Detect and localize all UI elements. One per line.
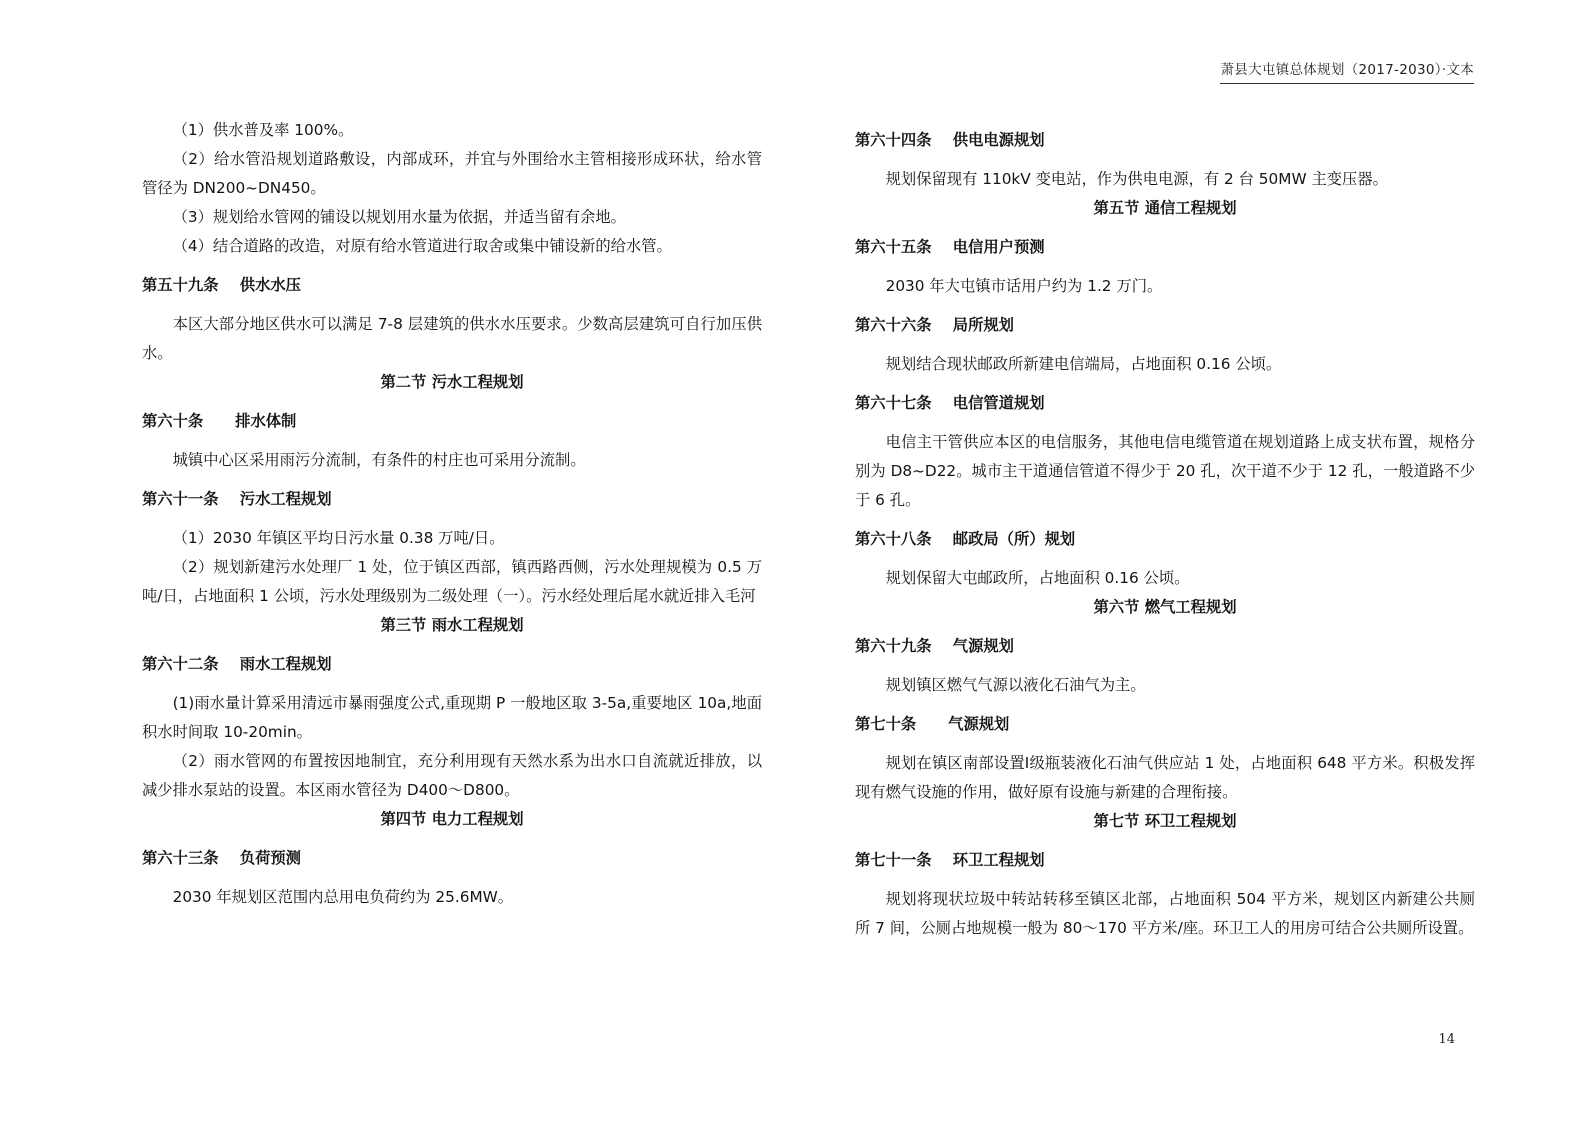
article-heading: 第七十条 气源规划 — [855, 715, 1010, 733]
paragraph: 规划保留大屯邮政所，占地面积 0.16 公顷。 — [885, 569, 1190, 587]
paragraph: (1)雨水量计算采用清远市暴雨强度公式,重现期 P 一般地区取 3-5a,重要地区 10a,地面积水时间取 10-20min。 — [142, 694, 762, 741]
paragraph: 规划将现状垃圾中转站转移至镇区北部，占地面积 504 平方米，规划区内新建公共厕所 7 间，公厕占地规模一般为 80～170 平方米/座。环卫工人的用房可结合公共厕所设置。 — [855, 890, 1475, 937]
right-column — [855, 116, 1475, 943]
paragraph: （4）结合道路的改造，对原有给水管道进行取舍或集中铺设新的给水管。 — [172, 237, 672, 255]
paragraph: 2030 年规划区范围内总用电负荷约为 25.6MW。 — [172, 888, 514, 906]
paragraph: （1）供水普及率 100%。 — [172, 121, 354, 139]
section-heading: 第六节 燃气工程规划 — [1093, 598, 1237, 616]
article-heading: 第六十七条 电信管道规划 — [855, 394, 1045, 412]
paragraph: 2030 年大屯镇市话用户约为 1.2 万门。 — [885, 277, 1163, 295]
page-header: 萧县大屯镇总体规划（2017-2030）·文本 — [1220, 58, 1474, 84]
article-heading: 第六十一条 污水工程规划 — [142, 490, 332, 508]
paragraph: （2）给水管沿规划道路敷设，内部成环，并宜与外围给水主管相接形成环状，给水管管径为 DN200~DN450。 — [142, 150, 762, 197]
page-number: 14 — [1438, 1032, 1455, 1047]
paragraph: 规划结合现状邮政所新建电信端局，占地面积 0.16 公顷。 — [885, 355, 1282, 373]
article-heading: 第六十条 排水体制 — [142, 412, 297, 430]
paragraph: 规划保留现有 110kV 变电站，作为供电电源，有 2 台 50MW 主变压器。 — [885, 170, 1388, 188]
paragraph: （2）规划新建污水处理厂 1 处，位于镇区西部，镇西路西侧，污水处理规模为 0.5 万吨/日，占地面积 1 公顷，污水处理级别为二级处理（一）。污水经处理后尾水就近排入毛河 — [142, 558, 762, 605]
article-heading: 第六十六条 局所规划 — [855, 316, 1014, 334]
section-heading: 第七节 环卫工程规划 — [1093, 812, 1237, 830]
article-heading: 第六十三条 负荷预测 — [142, 849, 301, 867]
article-heading: 第六十四条 供电电源规划 — [855, 131, 1045, 149]
paragraph: 电信主干管供应本区的电信服务，其他电信电缆管道在规划道路上成支状布置，规格分别为 D8~D22。城市主干道通信管道不得少于 20 孔，次干道不少于 12 孔，一般道路不少于 6 孔。 — [855, 433, 1475, 509]
paragraph: （3）规划给水管网的铺设以规划用水量为依据，并适当留有余地。 — [172, 208, 626, 226]
paragraph: 规划镇区燃气气源以液化石油气为主。 — [885, 676, 1146, 694]
section-heading: 第五节 通信工程规划 — [1093, 199, 1237, 217]
article-heading: 第六十九条 气源规划 — [855, 637, 1014, 655]
paragraph: （1）2030 年镇区平均日污水量 0.38 万吨/日。 — [172, 529, 505, 547]
article-heading: 第六十二条 雨水工程规划 — [142, 655, 332, 673]
section-heading: 第四节 电力工程规划 — [380, 810, 524, 828]
paragraph: 城镇中心区采用雨污分流制，有条件的村庄也可采用分流制。 — [172, 451, 586, 469]
paragraph: （2）雨水管网的布置按因地制宜，充分利用现有天然水系为出水口自流就近排放，以减少排水泵站的设置。本区雨水管径为 D400～D800。 — [142, 752, 762, 799]
paragraph: 本区大部分地区供水可以满足 7-8 层建筑的供水水压要求。少数高层建筑可自行加压供水。 — [142, 315, 762, 362]
section-heading: 第二节 污水工程规划 — [380, 373, 524, 391]
article-heading: 第六十八条 邮政局（所）规划 — [855, 530, 1076, 548]
article-heading: 第七十一条 环卫工程规划 — [855, 851, 1045, 869]
section-heading: 第三节 雨水工程规划 — [380, 616, 524, 634]
paragraph: 规划在镇区南部设置Ⅰ级瓶装液化石油气供应站 1 处，占地面积 648 平方米。积极发挥现有燃气设施的作用，做好原有设施与新建的合理衔接。 — [855, 754, 1475, 801]
article-heading: 第六十五条 电信用户预测 — [855, 238, 1045, 256]
left-column — [142, 116, 762, 912]
article-heading: 第五十九条 供水水压 — [142, 276, 301, 294]
